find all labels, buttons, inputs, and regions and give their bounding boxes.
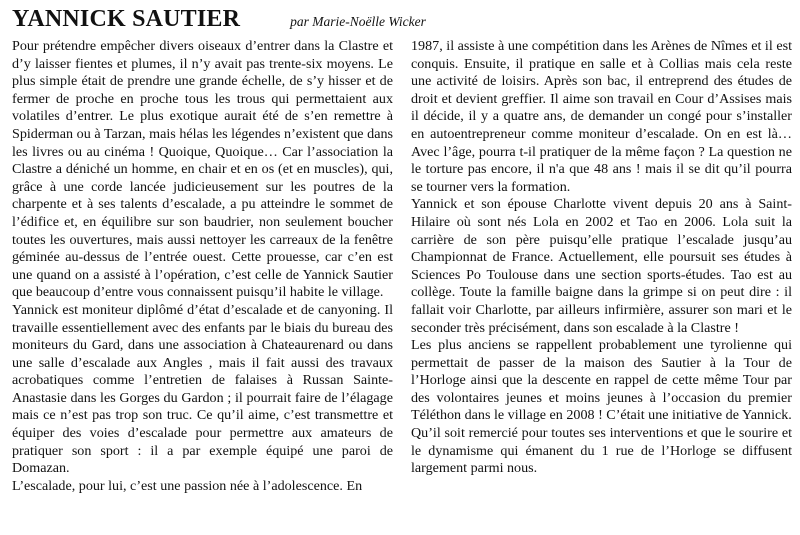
right-column <box>411 38 792 495</box>
paragraph: 1987, il assiste à une compétition dans les Arènes de Nîmes et il est conquis. Ensuite, il pratique en salle et à Collias mais cela reste une activité de loisirs. Après son bac, il entreprend des études de droit et devient greffier. Il aime son travail en Cour d’Assises mais il décide, il y a quatre ans, de demander un congé pour s’installer en autoentrepreneur comme moniteur d’escalade. On en est là… Avec l’âge, pourra t-il pratiquer de la même façon ? La question ne le torture pas encore, il n'a que 48 ans ! mais il se dit qu’il pourra se tourner vers la formation. <box>411 38 792 195</box>
article-title: YANNICK SAUTIER <box>12 6 241 32</box>
paragraph: Les plus anciens se rappellent probablement une tyrolienne qui permettait de passer de la maison des Sautier à la Tour de l’Horloge ainsi que la descente en rappel de cette même Tour par des volontaires jeunes et moins jeunes à l’occasion du premier Téléthon dans le village en 2008 ! C’était une initiative de Yannick. <box>411 337 792 424</box>
paragraph: Yannick et son épouse Charlotte vivent depuis 20 ans à Saint-Hilaire où sont nés Lola en 2002 et Tao en 2006. Lola suit la carrière de son père puisqu’elle pratique l’escalade jusqu’au Championnat de France. Actuellement, elle poursuit ses études à Sciences Po Toulouse dans une section sports-études. Tao est au collège. Toute la famille baigne dans la grimpe si on peut dire : il fallait voir Charlotte, par ailleurs infirmière, assurer son mari et le seconder très précisément, dans son escalade à la Clastre ! <box>411 196 792 336</box>
paragraph: Qu’il soit remercié pour toutes ses interventions et que le sourire et le dynamisme qui émanent du 1 rue de l’Horloge se diffusent largement parmi nous. <box>411 425 792 477</box>
article-byline: par Marie-Noëlle Wicker <box>290 14 426 29</box>
article-header <box>12 6 792 38</box>
article-body <box>12 38 792 495</box>
paragraph: L’escalade, pour lui, c’est une passion née à l’adolescence. En <box>12 477 363 494</box>
paragraph: Pour prétendre empêcher divers oiseaux d’entrer dans la Clastre et d’y laisser fientes et plumes, il n’y avait pas trente-six moyens. Le plus simple était de prendre une grande échelle, de s’y hisser et de fermer de proche en proche tous les trous qui permettaient aux volatiles d’entrer. Le plus exotique aurait été de s’en remettre à Spiderman ou à Tarzan, mais hélas les légendes n’existent que dans les livres ou au cinéma ! Quoique, Quoique… Car l’association la Clastre a déniché un homme, en chair et en os (et en muscles), qui, grâce à une corde lancée judicieusement sur les poutres de la charpente et à ses talents d’escalade, a pu atteindre le sommet de l’édifice et, en équilibre sur son baudrier, non seulement boucher toutes les ouvertures, mais aussi nettoyer les carreaux de la fenêtre géminée au-dessus de l’entrée ouest. Cette prouesse, car c’en est une quand on a assisté à l’opération, c’est celle de Yannick Sautier que beaucoup d’entre vous connaissent puisqu’il habite le village. <box>12 38 393 301</box>
paragraph: Yannick est moniteur diplômé d’état d’escalade et de canyoning. Il travaille essentiellement avec des enfants par le biais du bureau des moniteurs du Gard, dans une association à Chateaurenard ou dans une salle d’escalade aux Angles , mais il fait aussi des travaux acrobatiques comme l’entretien de falaises à Russan Sainte-Anastasie dans les Gorges du Gardon ; il pourrait faire de l’élagage mais ce n’est pas trop son truc. Ce qu’il aime, c’est transmettre et équiper des voies d’escalade pour permettre aux amateurs de pratiquer son sport : il a par exemple équipé une paroi de Domazan. <box>12 301 393 477</box>
left-column <box>12 38 393 495</box>
